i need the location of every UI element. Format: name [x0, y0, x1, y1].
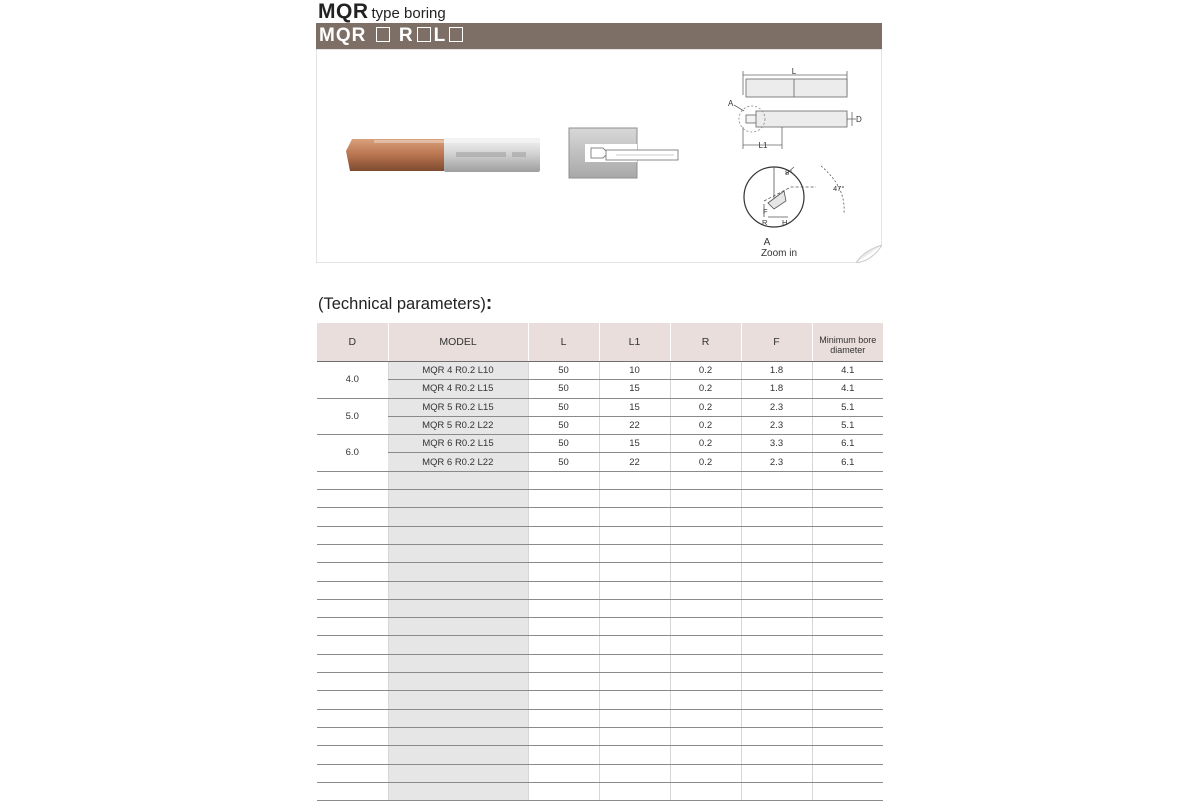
cell-empty: [812, 544, 883, 562]
cell-empty: [388, 782, 528, 800]
header-D: D: [317, 323, 388, 362]
cell-empty: [388, 581, 528, 599]
spec-table: [317, 323, 883, 801]
cell-empty: [388, 764, 528, 782]
cell-empty: [528, 471, 599, 489]
cell-empty: [599, 673, 670, 691]
cell-empty: [599, 782, 670, 800]
cell-diameter: 6.0: [317, 435, 388, 472]
table-row-empty: [317, 673, 883, 691]
cell-empty: [812, 691, 883, 709]
label-F: F: [763, 207, 768, 216]
cell-empty: [741, 526, 812, 544]
cell-diameter: 4.0: [317, 362, 388, 399]
cell-empty: [528, 673, 599, 691]
header-min-bore-line1: Minimum bore: [819, 334, 877, 345]
series-code: [319, 25, 466, 47]
header-min-bore-line2: diameter: [830, 344, 866, 355]
cell-L: 50: [528, 380, 599, 398]
cell-empty: [812, 709, 883, 727]
cell-empty: [741, 508, 812, 526]
title-main: MQR: [318, 0, 369, 23]
cell-min-bore: 5.1: [812, 398, 883, 416]
table-row-empty: [317, 654, 883, 672]
cell-empty: [317, 764, 388, 782]
header-model: MODEL: [388, 323, 528, 362]
cell-empty: [670, 764, 741, 782]
cell-empty: [317, 673, 388, 691]
cell-empty: [317, 526, 388, 544]
cell-empty: [670, 782, 741, 800]
cell-empty: [528, 654, 599, 672]
label-L: L: [791, 67, 797, 76]
table-row-empty: [317, 746, 883, 764]
cell-empty: [599, 471, 670, 489]
cell-F: 2.3: [741, 416, 812, 434]
cell-empty: [388, 599, 528, 617]
header-min-bore: [812, 323, 883, 362]
cell-empty: [599, 526, 670, 544]
header-R: R: [670, 323, 741, 362]
cell-empty: [812, 746, 883, 764]
cell-F: 1.8: [741, 380, 812, 398]
cell-empty: [741, 673, 812, 691]
table-row: [317, 435, 883, 453]
cell-empty: [317, 727, 388, 745]
cell-empty: [317, 654, 388, 672]
cell-L1: 15: [599, 435, 670, 453]
placeholder-box-icon: [376, 27, 390, 42]
table-row: [317, 416, 883, 434]
cell-empty: [528, 727, 599, 745]
table-row-empty: [317, 727, 883, 745]
cell-empty: [812, 508, 883, 526]
illustration-panel: [316, 49, 882, 263]
cell-empty: [599, 636, 670, 654]
cell-empty: [741, 599, 812, 617]
cell-empty: [670, 490, 741, 508]
cell-empty: [528, 709, 599, 727]
cell-empty: [599, 508, 670, 526]
cell-empty: [388, 471, 528, 489]
cell-empty: [670, 691, 741, 709]
cell-empty: [812, 727, 883, 745]
cell-model: MQR 6 R0.2 L15: [388, 435, 528, 453]
cell-empty: [812, 526, 883, 544]
illustration-svg: [316, 49, 882, 263]
cell-empty: [812, 636, 883, 654]
cell-empty: [388, 618, 528, 636]
cell-empty: [670, 544, 741, 562]
cell-empty: [741, 544, 812, 562]
cell-empty: [388, 508, 528, 526]
params-heading: [318, 293, 492, 315]
cell-model: MQR 5 R0.2 L15: [388, 398, 528, 416]
series-code-r: R: [398, 25, 414, 46]
cell-empty: [741, 654, 812, 672]
cell-empty: [670, 636, 741, 654]
cell-model: MQR 4 R0.2 L15: [388, 380, 528, 398]
cell-empty: [670, 581, 741, 599]
cell-empty: [528, 490, 599, 508]
cell-empty: [388, 636, 528, 654]
label-A: A: [728, 99, 734, 108]
cell-F: 1.8: [741, 362, 812, 380]
cell-L: 50: [528, 453, 599, 471]
table-row-empty: [317, 471, 883, 489]
label-47deg: 47°: [833, 184, 845, 193]
cell-L1: 15: [599, 398, 670, 416]
cell-min-bore: 4.1: [812, 380, 883, 398]
cell-empty: [388, 544, 528, 562]
cell-empty: [812, 490, 883, 508]
table-row: [317, 398, 883, 416]
cell-empty: [317, 563, 388, 581]
cell-F: 3.3: [741, 435, 812, 453]
cell-model: MQR 4 R0.2 L10: [388, 362, 528, 380]
cell-empty: [670, 471, 741, 489]
cell-empty: [599, 709, 670, 727]
table-row-empty: [317, 709, 883, 727]
cell-empty: [599, 618, 670, 636]
cell-R: 0.2: [670, 416, 741, 434]
cell-empty: [528, 563, 599, 581]
table-body: [317, 362, 883, 801]
cell-empty: [812, 654, 883, 672]
cell-empty: [317, 636, 388, 654]
cell-R: 0.2: [670, 453, 741, 471]
table-row-empty: [317, 526, 883, 544]
cell-empty: [388, 691, 528, 709]
table-row-empty: [317, 599, 883, 617]
table-row-empty: [317, 636, 883, 654]
cell-min-bore: 5.1: [812, 416, 883, 434]
cell-empty: [670, 673, 741, 691]
cell-empty: [317, 782, 388, 800]
cell-model: MQR 5 R0.2 L22: [388, 416, 528, 434]
cell-empty: [812, 764, 883, 782]
table-row: [317, 362, 883, 380]
cell-empty: [812, 471, 883, 489]
cell-empty: [812, 673, 883, 691]
table-row-empty: [317, 563, 883, 581]
label-L1: L1: [758, 141, 768, 150]
table-row: [317, 380, 883, 398]
cell-empty: [388, 563, 528, 581]
cell-empty: [388, 746, 528, 764]
cell-L1: 15: [599, 380, 670, 398]
cell-L1: 10: [599, 362, 670, 380]
cell-R: 0.2: [670, 398, 741, 416]
cell-empty: [741, 782, 812, 800]
cell-empty: [388, 654, 528, 672]
zoom-caption: Zoom in: [760, 248, 798, 259]
cell-empty: [741, 727, 812, 745]
cell-empty: [317, 581, 388, 599]
cell-empty: [528, 764, 599, 782]
cell-empty: [812, 563, 883, 581]
placeholder-box-icon: [449, 27, 463, 42]
cell-empty: [670, 618, 741, 636]
table-row-empty: [317, 782, 883, 800]
series-code-prefix: MQR: [319, 25, 367, 46]
table-row-empty: [317, 490, 883, 508]
cell-min-bore: 6.1: [812, 435, 883, 453]
cell-empty: [741, 636, 812, 654]
cell-empty: [741, 691, 812, 709]
label-D: D: [856, 115, 862, 124]
cell-empty: [528, 746, 599, 764]
cell-empty: [741, 709, 812, 727]
cell-empty: [317, 691, 388, 709]
table-row-empty: [317, 764, 883, 782]
cell-empty: [388, 490, 528, 508]
cell-L1: 22: [599, 416, 670, 434]
cell-empty: [317, 471, 388, 489]
cell-empty: [599, 764, 670, 782]
cell-empty: [812, 581, 883, 599]
cell-empty: [317, 508, 388, 526]
cell-empty: [741, 618, 812, 636]
cell-empty: [528, 782, 599, 800]
cell-empty: [599, 691, 670, 709]
table-row-empty: [317, 581, 883, 599]
cell-empty: [670, 709, 741, 727]
table-row-empty: [317, 691, 883, 709]
cell-empty: [599, 563, 670, 581]
series-code-l: L: [433, 25, 447, 46]
cell-empty: [812, 599, 883, 617]
cell-R: 0.2: [670, 435, 741, 453]
cell-empty: [599, 544, 670, 562]
cell-empty: [528, 526, 599, 544]
cell-L1: 22: [599, 453, 670, 471]
params-heading-colon: :: [485, 293, 493, 314]
tool-photo: [346, 138, 540, 172]
header-min-bore-text: [819, 329, 876, 355]
cell-empty: [388, 673, 528, 691]
cell-diameter: 5.0: [317, 398, 388, 435]
table-row-empty: [317, 508, 883, 526]
cell-empty: [670, 508, 741, 526]
label-H: H: [782, 218, 788, 227]
cell-R: 0.2: [670, 380, 741, 398]
cell-empty: [741, 471, 812, 489]
cell-empty: [528, 691, 599, 709]
cell-empty: [599, 746, 670, 764]
header-L: L: [528, 323, 599, 362]
cell-empty: [388, 709, 528, 727]
label-R: R: [762, 218, 768, 227]
cell-empty: [741, 490, 812, 508]
cell-empty: [317, 709, 388, 727]
cell-empty: [317, 618, 388, 636]
cell-empty: [599, 599, 670, 617]
cell-min-bore: 4.1: [812, 362, 883, 380]
cell-empty: [741, 764, 812, 782]
cell-empty: [812, 618, 883, 636]
header-L1: L1: [599, 323, 670, 362]
cell-empty: [670, 563, 741, 581]
cell-empty: [599, 490, 670, 508]
cell-empty: [741, 581, 812, 599]
cell-empty: [670, 654, 741, 672]
cell-L: 50: [528, 416, 599, 434]
cell-L: 50: [528, 398, 599, 416]
cell-empty: [528, 581, 599, 599]
page-title: [318, 0, 446, 22]
cell-F: 2.3: [741, 398, 812, 416]
cell-L: 50: [528, 435, 599, 453]
header-F: F: [741, 323, 812, 362]
cell-empty: [528, 599, 599, 617]
cell-empty: [670, 526, 741, 544]
cell-empty: [317, 544, 388, 562]
cell-empty: [528, 618, 599, 636]
table-row: [317, 453, 883, 471]
zoom-letter: A: [763, 237, 771, 248]
cell-empty: [317, 599, 388, 617]
cell-empty: [599, 727, 670, 745]
cell-empty: [388, 727, 528, 745]
cell-empty: [317, 746, 388, 764]
cell-empty: [528, 508, 599, 526]
cell-empty: [599, 581, 670, 599]
cell-empty: [670, 599, 741, 617]
title-subtitle: type boring: [371, 5, 446, 22]
table-row-empty: [317, 618, 883, 636]
placeholder-box-icon: [417, 27, 431, 42]
cell-empty: [670, 746, 741, 764]
cell-F: 2.3: [741, 453, 812, 471]
label-8deg: 8°: [785, 168, 793, 177]
cell-empty: [812, 782, 883, 800]
cell-empty: [670, 727, 741, 745]
cell-empty: [528, 636, 599, 654]
params-heading-text: (Technical parameters): [318, 295, 486, 313]
cell-empty: [599, 654, 670, 672]
cell-model: MQR 6 R0.2 L22: [388, 453, 528, 471]
series-band: [316, 23, 882, 49]
cell-empty: [317, 490, 388, 508]
cell-empty: [388, 526, 528, 544]
table-header-row: [317, 323, 883, 362]
cell-empty: [741, 746, 812, 764]
cell-min-bore: 6.1: [812, 453, 883, 471]
cell-empty: [528, 544, 599, 562]
table-row-empty: [317, 544, 883, 562]
cell-R: 0.2: [670, 362, 741, 380]
cell-empty: [741, 563, 812, 581]
cell-L: 50: [528, 362, 599, 380]
